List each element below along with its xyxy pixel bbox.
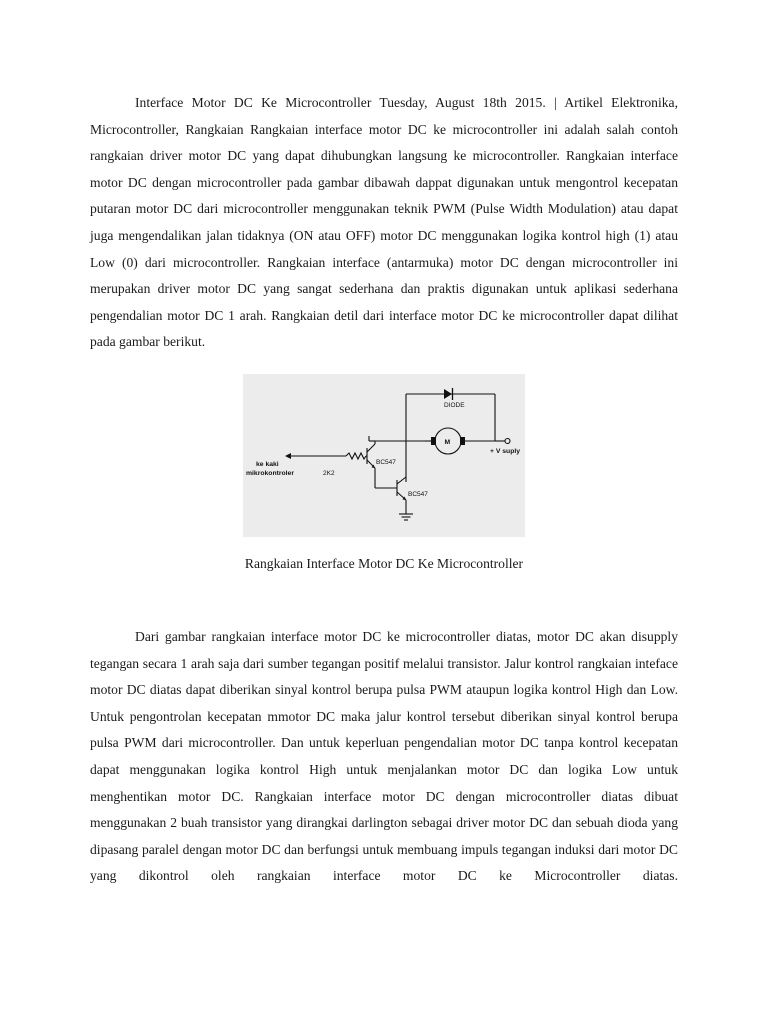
body-paragraph-1: Interface Motor DC Ke Microcontroller Tuesday, August 18th 2015. | Artikel Elektronika, Microcontroller, Rangkaian Rangkaian interface motor DC ke microcontroller ini adalah salah contoh rangkaian driver motor DC yang dapat dihubungkan langsung ke microcontroller. Rangkaian interface motor DC dengan microcontroller pada gambar dibawah dappat digunakan untuk mengontrol kecepatan putaran motor DC dari microcontroller menggunakan teknik PWM (Pulse Width Modulation) atau dapat juga mengendalikan jalan tidaknya (ON atau OFF) motor DC menggunakan logika kontrol high (1) atau Low (0) dari microcontroller. Rangkaian interface (antarmuka) motor DC dengan microcontroller ini merupakan driver motor DC yang sangat sederhana dan praktis digunakan untuk aplikasi sederhana pengendalian motor DC 1 arah. Rangkaian detil dari interface motor DC ke microcontroller dapat dilihat pada gambar berikut. — [90, 95, 678, 350]
transistor1-label: BC547 — [376, 458, 396, 466]
input-label-line2: mikrokontroler — [246, 469, 294, 477]
circuit-diagram — [243, 374, 525, 537]
supply-label: + V suply — [490, 447, 521, 455]
circuit-schematic — [243, 374, 525, 537]
input-label-line1: ke kaki — [256, 460, 279, 468]
document-page — [90, 90, 678, 890]
figure-caption: Rangkaian Interface Motor DC Ke Microcontroller — [244, 555, 524, 571]
body-paragraph-2: Dari gambar rangkaian interface motor DC ke microcontroller diatas, motor DC akan disupply tegangan secara 1 arah saja dari sumber tegangan positif melalui transistor. Jalur kontrol rangkaian inteface motor DC diatas dapat diberikan sinyal kontrol berupa pulsa PWM ataupun logika kontrol High dan Low. Untuk pengontrolan kecepatan mmotor DC maka jalur kontrol tersebut diberikan sinyal kontrol berupa pulsa PWM dari microcontroller. Dan untuk keperluan pengendalian motor DC tanpa kontrol kecepatan dapat menggunakan logika kontrol High untuk menjalankan motor DC dan logika Low untuk menghentikan motor DC. Rangkaian interface motor DC dengan microcontroller diatas dibuat menggunakan 2 buah transistor yang dirangkai darlington sebagai driver motor DC dan sebuah dioda yang dipasang paralel dengan motor DC dan berfungsi untuk membuang impuls tegangan induksi dari motor DC yang dikontrol oleh rangkaian interface motor DC ke Microcontroller diatas. — [90, 628, 678, 884]
resistor-label: 2K2 — [323, 469, 335, 477]
motor-label: M — [444, 438, 451, 446]
transistor2-label: BC547 — [408, 490, 428, 498]
diode-label: DIODE — [444, 401, 465, 409]
